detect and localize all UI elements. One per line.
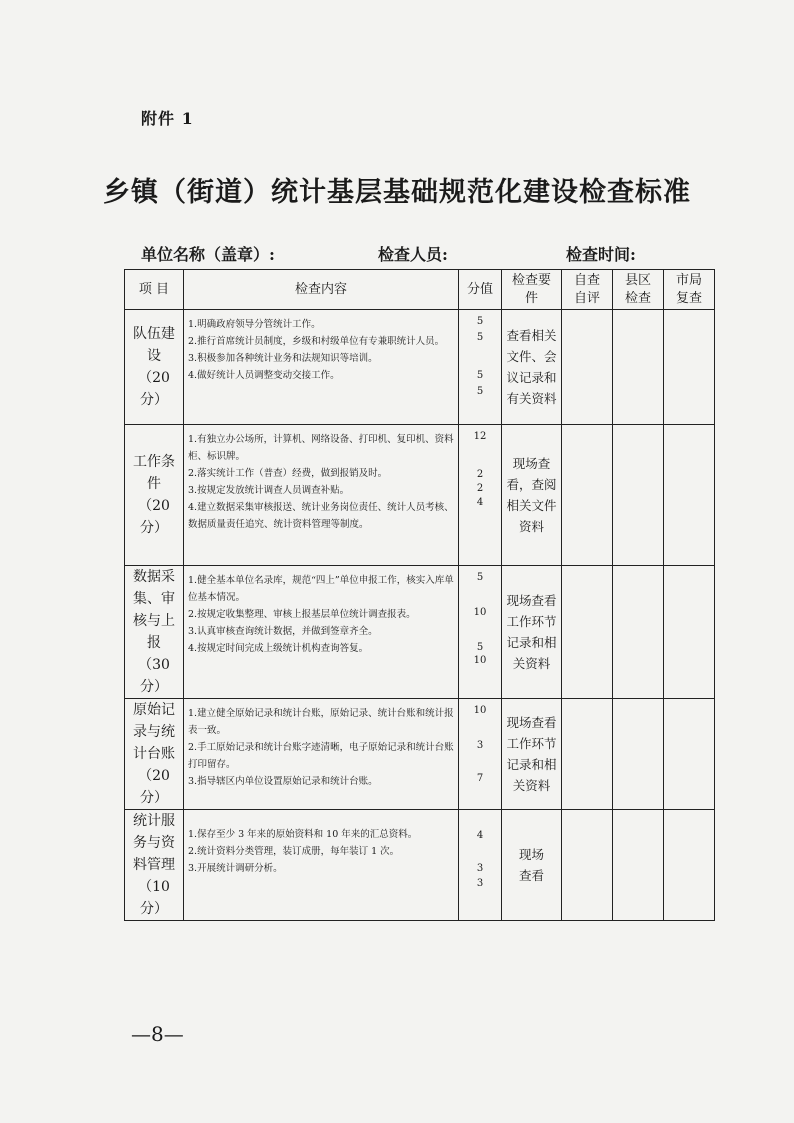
content-line: 1.保存至少 3 年来的原始资料和 10 年来的汇总资料。 <box>188 829 418 840</box>
table-row <box>125 566 715 699</box>
row-requirement: 现场查看 <box>502 810 562 921</box>
inspector-label: 检查人员: <box>378 245 448 264</box>
header-score: 分值 <box>459 270 502 310</box>
score: 4 <box>476 830 484 841</box>
content-line: 3.认真审核查询统计数据，并做到签章齐全。 <box>188 626 378 637</box>
page-number: —8— <box>131 1022 184 1046</box>
county-check-cell <box>613 310 664 425</box>
table-row <box>125 310 715 425</box>
score: 5 <box>476 370 484 381</box>
row-item: 工作条件（20分） <box>125 425 184 566</box>
table-header-row <box>125 270 715 310</box>
content-line: 3.开展统计调研分析。 <box>188 863 283 874</box>
row-scores <box>459 566 502 699</box>
row-content <box>184 699 459 810</box>
row-requirement: 查看相关文件、会议记录和有关资料 <box>502 310 562 425</box>
row-item: 原始记录与统计台账（20分） <box>125 699 184 810</box>
content-line: 2.手工原始记录和统计台账字迹清晰，电子原始记录和统计台账打印留存。 <box>188 742 454 770</box>
content-line: 3.指导辖区内单位设置原始记录和统计台账。 <box>188 776 378 787</box>
row-content <box>184 310 459 425</box>
county-check-cell <box>613 566 664 699</box>
score: 7 <box>476 773 484 784</box>
content-line: 4.做好统计人员调整变动交接工作。 <box>188 370 340 381</box>
row-scores <box>459 425 502 566</box>
city-review-cell <box>664 310 715 425</box>
header-item: 项 目 <box>125 270 184 310</box>
row-scores <box>459 699 502 810</box>
score: 5 <box>476 386 484 397</box>
score: 3 <box>476 863 484 874</box>
unit-name-label: 单位名称（盖章）: <box>141 245 275 264</box>
content-line: 2.按规定收集整理、审核上报基层单位统计调查报表。 <box>188 609 416 620</box>
self-eval-cell <box>562 699 613 810</box>
row-content <box>184 810 459 921</box>
city-review-cell <box>664 566 715 699</box>
row-requirement: 现场查看，查阅相关文件资料 <box>502 425 562 566</box>
content-line: 3.按规定发放统计调查人员调查补贴。 <box>188 485 350 496</box>
row-requirement: 现场查看工作环节记录和相关资料 <box>502 699 562 810</box>
self-eval-cell <box>562 425 613 566</box>
header-city: 市局复查 <box>664 270 715 310</box>
row-scores <box>459 310 502 425</box>
city-review-cell <box>664 425 715 566</box>
score: 3 <box>476 740 484 751</box>
table-row <box>125 425 715 566</box>
row-content <box>184 425 459 566</box>
score: 5 <box>476 316 484 327</box>
content-line: 1.健全基本单位名录库，规范“四上”单位申报工作，核实入库单位基本情况。 <box>188 575 454 603</box>
row-content <box>184 566 459 699</box>
city-review-cell <box>664 699 715 810</box>
city-review-cell <box>664 810 715 921</box>
content-line: 4.建立数据采集审核报送、统计业务岗位责任、统计人员考核、数据质量责任追究、统计资料管理等制度。 <box>188 502 454 530</box>
score: 3 <box>476 878 484 889</box>
content-line: 4.按规定时间完成上级统计机构查询答复。 <box>188 643 369 654</box>
score: 5 <box>476 572 484 583</box>
content-line: 2.落实统计工作（普查）经费，做到报销及时。 <box>188 468 388 479</box>
score: 10 <box>473 655 487 666</box>
row-item: 统计服务与资料管理（10分） <box>125 810 184 921</box>
page-title: 乡镇（街道）统计基层基础规范化建设检查标准 <box>103 177 691 208</box>
header-self: 自查自评 <box>562 270 613 310</box>
row-requirement: 现场查看工作环节记录和相关资料 <box>502 566 562 699</box>
row-scores <box>459 810 502 921</box>
content-line: 1.有独立办公场所，计算机、网络设备、打印机、复印机、资料柜、标识牌。 <box>188 434 454 462</box>
content-line: 1.明确政府领导分管统计工作。 <box>188 319 321 330</box>
self-eval-cell <box>562 310 613 425</box>
score: 2 <box>476 483 484 494</box>
table-row <box>125 810 715 921</box>
score: 2 <box>476 469 484 480</box>
score: 5 <box>476 332 484 343</box>
header-content: 检查内容 <box>184 270 459 310</box>
row-item: 数据采集、审核与上报（30分） <box>125 566 184 699</box>
row-item: 队伍建设（20分） <box>125 310 184 425</box>
score: 5 <box>476 642 484 653</box>
score: 12 <box>473 431 487 442</box>
county-check-cell <box>613 810 664 921</box>
score: 4 <box>476 497 484 508</box>
table-row <box>125 699 715 810</box>
self-eval-cell <box>562 810 613 921</box>
attachment-label: 附件 1 <box>141 109 194 128</box>
content-line: 1.建立健全原始记录和统计台账，原始记录、统计台账和统计报表一致。 <box>188 708 454 736</box>
self-eval-cell <box>562 566 613 699</box>
score: 10 <box>473 607 487 618</box>
check-time-label: 检查时间: <box>566 245 636 264</box>
content-line: 2.统计资料分类管理，装订成册，每年装订 1 次。 <box>188 846 400 857</box>
content-line: 3.积极参加各种统计业务和法规知识等培训。 <box>188 353 378 364</box>
header-requirement: 检查要件 <box>502 270 562 310</box>
county-check-cell <box>613 425 664 566</box>
inspection-standard-table <box>124 269 715 921</box>
header-county: 县区检查 <box>613 270 664 310</box>
content-line: 2.推行首席统计员制度，乡级和村级单位有专兼职统计人员。 <box>188 336 445 347</box>
score: 10 <box>473 705 487 716</box>
county-check-cell <box>613 699 664 810</box>
